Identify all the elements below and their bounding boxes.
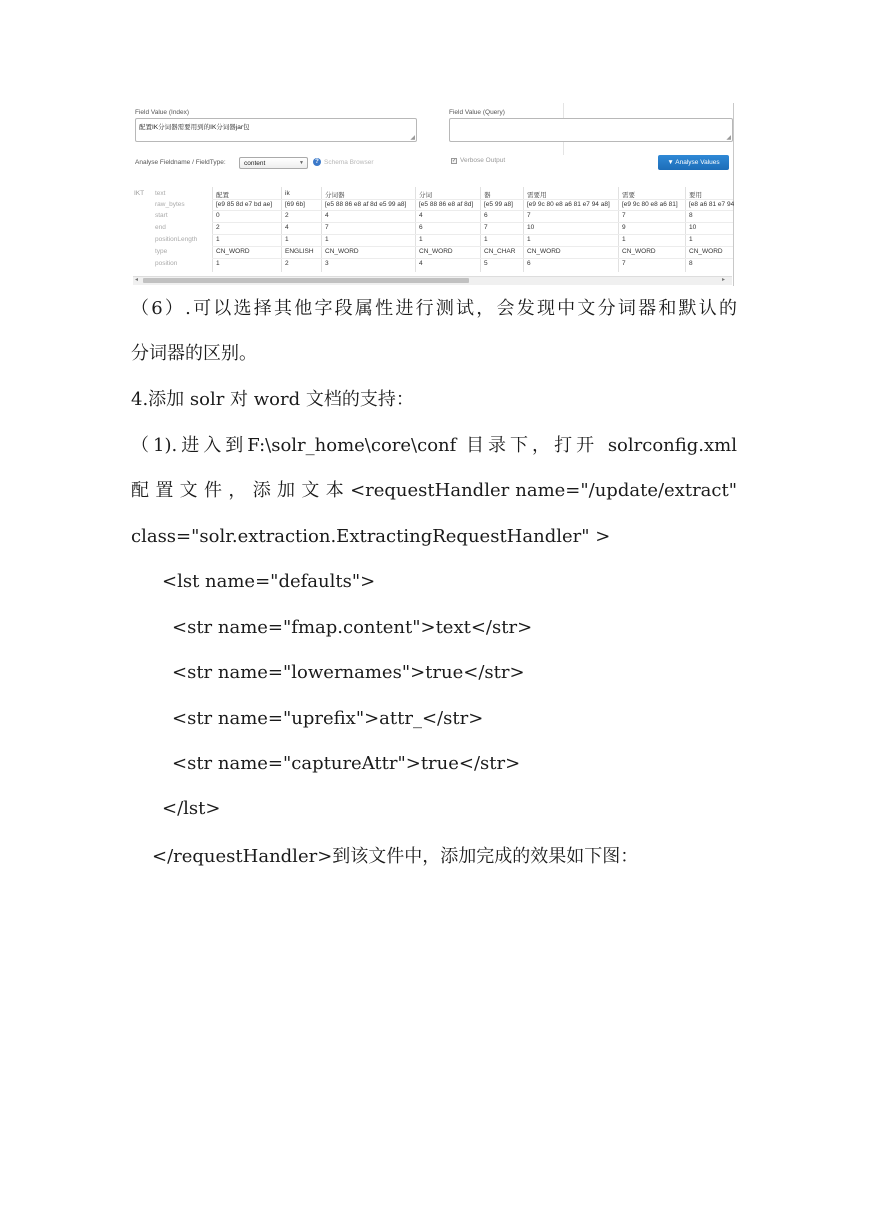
step-1-line-3: class="solr.extraction.ExtractingRequestHandler" > <box>131 526 611 547</box>
token-start: 4 <box>419 212 423 219</box>
token-type: CN_WORD <box>325 248 359 255</box>
step-1-line-1: （1).进入到F:\solr_home\core\conf 目录下，打开 solrconfig.xml <box>131 435 737 456</box>
row-label: end <box>155 224 166 231</box>
section-4-heading: 4.添加 solr 对 word 文档的支持： <box>131 389 414 410</box>
token-bytes: [e5 88 86 e8 af 8d e5 99 a8] <box>325 201 407 208</box>
row-label: start <box>155 212 168 219</box>
row-divider <box>212 258 733 259</box>
token-position: 2 <box>285 260 289 267</box>
code-line: <str name="fmap.content">text</str> <box>172 617 533 638</box>
token-text: 分词器 <box>325 192 345 199</box>
token-position: 5 <box>484 260 488 267</box>
token-position-length: 1 <box>622 236 626 243</box>
help-icon[interactable]: ? <box>313 158 321 166</box>
token-type: CN_WORD <box>419 248 453 255</box>
token-position: 1 <box>216 260 220 267</box>
token-type: CN_WORD <box>622 248 656 255</box>
horizontal-scrollbar[interactable] <box>133 276 732 285</box>
fieldtype-label: Analyse Fieldname / FieldType: <box>135 159 226 166</box>
resize-grip-icon[interactable]: ◢ <box>410 135 415 141</box>
token-text: ik <box>285 190 290 197</box>
tokenizer-name: IKT <box>134 190 145 197</box>
token-position: 8 <box>689 260 693 267</box>
code-line: </lst> <box>162 798 221 819</box>
token-bytes: [e5 99 a8] <box>484 201 513 208</box>
token-end: 10 <box>689 224 697 231</box>
filter-icon: ▼ <box>667 159 674 166</box>
code-line: <str name="captureAttr">true</str> <box>172 753 521 774</box>
analyse-button-label: Analyse Values <box>675 159 720 166</box>
code-line: <lst name="defaults"> <box>162 571 376 592</box>
token-text: 分词 <box>419 192 432 199</box>
verbose-checkbox[interactable]: ✓ <box>452 158 457 164</box>
paragraph-6-line-1: （6）.可以选择其他字段属性进行测试，会发现中文分词器和默认的 <box>131 298 737 319</box>
index-value-text: 配置IK分词器需要用到的IK分词器jar包 <box>139 124 250 131</box>
token-text: 要用 <box>689 192 702 199</box>
token-bytes: [e9 9c 80 e8 a6 81] <box>622 201 678 208</box>
token-position-length: 1 <box>689 236 693 243</box>
token-type: CN_WORD <box>527 248 561 255</box>
token-bytes: [e8 a6 81 e7 94 <box>689 201 734 208</box>
token-start: 4 <box>325 212 329 219</box>
fieldtype-selected: content <box>244 160 266 167</box>
token-bytes: [e5 88 86 e8 af 8d] <box>419 201 474 208</box>
analysis-screenshot <box>131 103 735 286</box>
token-start: 6 <box>484 212 488 219</box>
schema-browser-link[interactable]: Schema Browser <box>324 159 374 166</box>
token-end: 7 <box>325 224 329 231</box>
token-text: 需要用 <box>527 192 547 199</box>
token-position-length: 1 <box>419 236 423 243</box>
token-end: 10 <box>527 224 535 231</box>
token-start: 0 <box>216 212 220 219</box>
row-divider <box>212 222 733 223</box>
token-type: CN_CHAR <box>484 248 516 255</box>
token-position-length: 1 <box>216 236 220 243</box>
token-position-length: 1 <box>285 236 289 243</box>
token-position-length: 1 <box>527 236 531 243</box>
verbose-label: Verbose Output <box>460 157 506 164</box>
token-end: 2 <box>216 224 220 231</box>
paragraph-6-line-2: 分词器的区别。 <box>131 343 257 364</box>
query-value-field[interactable] <box>449 118 733 142</box>
scroll-left-icon[interactable]: ◂ <box>135 277 139 283</box>
token-position: 6 <box>527 260 531 267</box>
token-end: 4 <box>285 224 289 231</box>
code-line: <str name="lowernames">true</str> <box>172 662 525 683</box>
token-position: 7 <box>622 260 626 267</box>
token-type: CN_WORD <box>216 248 250 255</box>
token-bytes: [e9 85 8d e7 bd ae] <box>216 201 273 208</box>
token-text: 器 <box>484 192 491 199</box>
token-position: 4 <box>419 260 423 267</box>
index-value-label: Field Value (Index) <box>135 109 190 116</box>
row-label: text <box>155 190 166 197</box>
step-1-line-2: 配 置 文 件 ， 添 加 文 本 <requestHandler name="/update/extract" <box>131 480 737 501</box>
token-start: 2 <box>285 212 289 219</box>
query-value-label: Field Value (Query) <box>449 109 505 116</box>
row-label: positionLength <box>155 236 198 243</box>
row-label: raw_bytes <box>155 201 185 208</box>
resize-grip-icon[interactable]: ◢ <box>726 135 731 141</box>
fieldtype-select[interactable] <box>239 157 308 169</box>
token-end: 9 <box>622 224 626 231</box>
row-divider <box>212 246 733 247</box>
token-start: 8 <box>689 212 693 219</box>
token-end: 7 <box>484 224 488 231</box>
row-label: position <box>155 260 178 267</box>
token-text: 配置 <box>216 192 229 199</box>
token-bytes: [e9 9c 80 e8 a6 81 e7 94 a8] <box>527 201 610 208</box>
row-divider <box>212 210 733 211</box>
token-position-length: 1 <box>484 236 488 243</box>
token-position: 3 <box>325 260 329 267</box>
row-divider <box>212 234 733 235</box>
token-type: ENGLISH <box>285 248 314 255</box>
row-label: type <box>155 248 168 255</box>
scroll-right-icon[interactable]: ▸ <box>721 277 725 283</box>
token-position-length: 1 <box>325 236 329 243</box>
row-divider <box>212 199 733 200</box>
analyse-values-button[interactable] <box>658 155 729 170</box>
token-text: 需要 <box>622 192 635 199</box>
code-line: <str name="uprefix">attr_</str> <box>172 708 484 729</box>
token-type: CN_WORD <box>689 248 723 255</box>
token-bytes: [69 6b] <box>285 201 305 208</box>
index-value-field[interactable] <box>135 118 417 142</box>
token-end: 6 <box>419 224 423 231</box>
code-line: </requestHandler>到该文件中，添加完成的效果如下图： <box>152 846 639 867</box>
chevron-down-icon: ▼ <box>299 160 304 166</box>
scrollbar-thumb[interactable] <box>143 278 469 283</box>
token-start: 7 <box>622 212 626 219</box>
token-start: 7 <box>527 212 531 219</box>
